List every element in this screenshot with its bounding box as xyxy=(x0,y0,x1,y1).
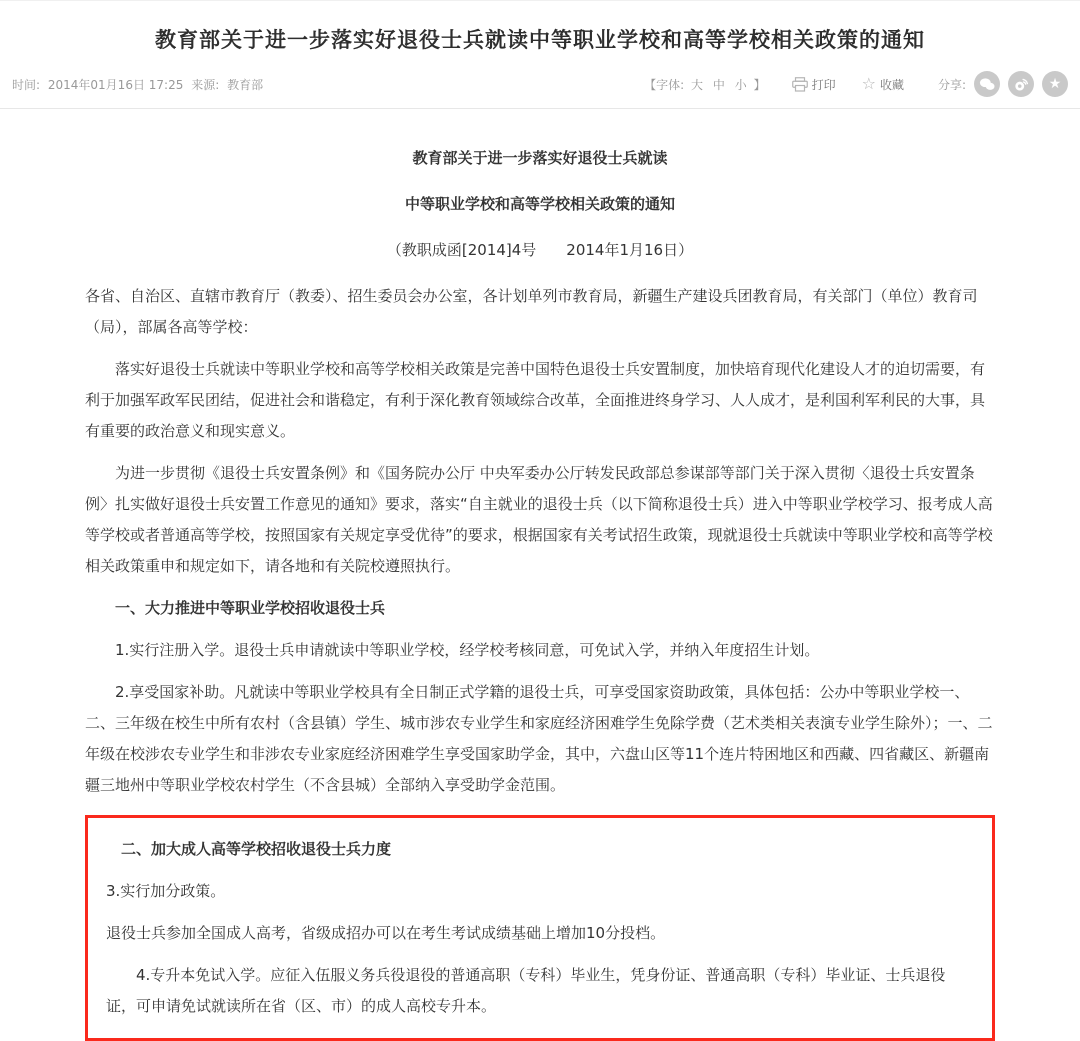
section-1-heading: 一、大力推进中等职业学校招收退役士兵 xyxy=(115,599,386,617)
intro-paragraph-1: 落实好退役士兵就读中等职业学校和高等学校相关政策是完善中国特色退役士兵安置制度，加快培育现代化建设人才的迫切需要，有利于加强军政军民团结，促进社会和谐稳定，有利于深化教育领域综合改革，全面推进终身学习、人人成才，是利国利军利民的大事，具有重要的政治意义和现实意义。 xyxy=(85,360,986,440)
document-title-line2: 中等职业学校和高等学校相关政策的通知 xyxy=(404,195,675,213)
section-1-item-1: 1.实行注册入学。退役士兵申请就读中等职业学校，经学校考核同意，可免试入学，并纳入年度招生计划。 xyxy=(115,641,820,659)
section-1-item-2: 2.享受国家补助。凡就读中等职业学校具有全日制正式学籍的退役士兵，可享受国家资助政策，具体包括：公办中等职业学校一、二、三年级在校生中所有农村（含县镇）学生、城市涉农专业学生和家庭经济困难学生免除学费（艺术类相关表演专业学生除外）；一、二年级在校涉农专业学生和非涉农专业家庭经济困难学生享受国家助学金，其中，六盘山区等11个连片特困地区和西藏、四省藏区、新疆南疆三地州中等职业学校农村学生（不含县城）全部纳入享受助学金范围。 xyxy=(85,683,993,794)
time-value: 2014年01月16日 17:25 xyxy=(47,77,184,92)
document-title-line1: 教育部关于进一步落实好退役士兵就读 xyxy=(412,149,668,167)
time-label: 时间: xyxy=(12,77,41,92)
qzone-share-icon[interactable]: ★ xyxy=(1042,71,1068,97)
share-label: 分享: xyxy=(937,77,966,92)
favorite-label: 收藏 xyxy=(879,77,904,92)
printer-icon xyxy=(792,77,808,92)
weibo-share-icon[interactable] xyxy=(1008,71,1034,97)
document-header xyxy=(85,143,995,266)
section-2-item-3: 3.实行加分政策。 xyxy=(106,882,226,900)
document-body xyxy=(85,143,995,1041)
font-control-suffix: 】 xyxy=(753,77,766,92)
section-2-item-3-note: 退役士兵参加全国成人高考，省级成招办可以在考生考试成绩基础上增加10分投档。 xyxy=(106,924,666,942)
section-2-item-4: 4.专升本免试入学。应征入伍服义务兵役退役的普通高职（专科）毕业生，凭身份证、普通高职（专科）毕业证、士兵退役证，可申请免试就读所在省（区、市）的成人高校专升本。 xyxy=(106,966,946,1015)
font-size-control xyxy=(644,76,765,93)
intro-paragraph-2: 为进一步贯彻《退役士兵安置条例》和《国务院办公厅 中央军委办公厅转发民政部总参谋部等部门关于深入贯彻〈退役士兵安置条例〉扎实做好退役士兵安置工作意见的通知》要求，落实“自主就业的退役士兵（以下简称退役士兵）进入中等职业学校学习、报考成人高等学校或者普通高等学校，按照国家有关规定享受优待”的要求，根据国家有关考试招生政策，现就退役士兵就读中等职业学校和高等学校相关政策重申和规定如下，请各地和有关院校遵照执行。 xyxy=(85,464,993,575)
meta-info xyxy=(12,76,267,93)
favorite-star-icon: ☆ xyxy=(861,74,876,93)
font-medium-button[interactable]: 中 xyxy=(712,77,725,92)
section-2-heading: 二、加大成人高等学校招收退役士兵力度 xyxy=(121,840,392,858)
font-small-button[interactable]: 小 xyxy=(734,77,747,92)
meta-bar xyxy=(0,67,1080,109)
meta-toolbar xyxy=(644,71,1068,97)
source-label: 来源: xyxy=(191,77,220,92)
print-label: 打印 xyxy=(811,77,836,92)
print-button[interactable] xyxy=(792,76,836,93)
favorite-button[interactable] xyxy=(862,76,904,93)
font-large-button[interactable]: 大 xyxy=(691,77,704,92)
addressee-paragraph: 各省、自治区、直辖市教育厅（教委）、招生委员会办公室，各计划单列市教育局，新疆生产建设兵团教育局，有关部门（单位）教育司（局），部属各高等学校： xyxy=(85,287,978,336)
source-value: 教育部 xyxy=(227,77,264,92)
font-control-prefix: 【字体: xyxy=(644,77,685,92)
highlight-box xyxy=(85,815,995,1041)
document-number: （教职成函[2014]4号 2014年1月16日） xyxy=(386,241,694,259)
page-title: 教育部关于进一步落实好退役士兵就读中等职业学校和高等学校相关政策的通知 xyxy=(155,28,925,52)
wechat-share-icon[interactable] xyxy=(974,71,1000,97)
